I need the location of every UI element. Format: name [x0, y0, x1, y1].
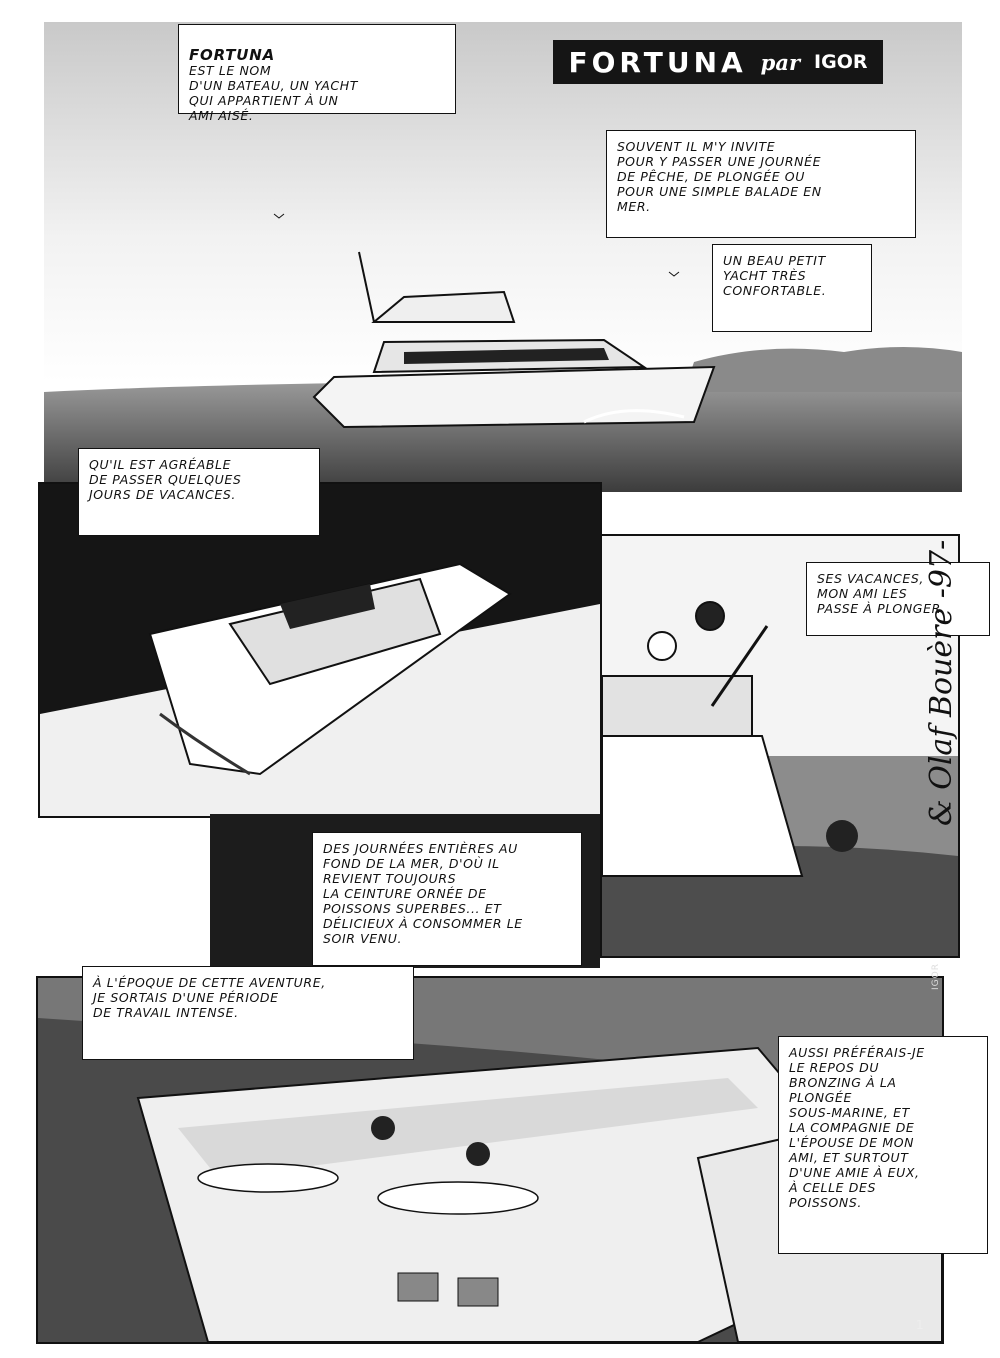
- caption-vacation-text: QU'IL EST AGRÉABLE DE PASSER QUELQUES JOURS DE VACANCES.: [89, 457, 242, 502]
- caption-preferred-text: AUSSI PRÉFÉRAIS-JE LE REPOS DU BRONZING À LA PLONGÉE SOUS-MARINE, ET LA COMPAGNIE DE L'ÉPOUSE DE MON AMI, ET SURTOUT D'UNE AMIE À EUX, À CELLE DES POISSONS.: [789, 1045, 925, 1210]
- caption-invite: [606, 130, 916, 238]
- caption-period-text: À L'ÉPOQUE DE CETTE AVENTURE, JE SORTAIS D'UNE PÉRIODE DE TRAVAIL INTENSE.: [93, 975, 326, 1020]
- comic-title: FORTUNA: [568, 45, 747, 79]
- caption-intro: [178, 24, 456, 123]
- caption-preferred: [778, 1036, 988, 1254]
- comic-title-banner: [553, 40, 883, 84]
- caption-intro-text: EST LE NOM D'UN BATEAU, UN YACHT QUI APPARTIENT À UN AMI AISÉ.: [189, 63, 358, 123]
- caption-fishing: [312, 832, 582, 966]
- page-number: 1: [916, 1318, 924, 1332]
- caption-invite-text: SOUVENT IL M'Y INVITE POUR Y PASSER UNE JOURNÉE DE PÊCHE, DE PLONGÉE OU POUR UNE SIMPLE BALADE EN MER.: [617, 139, 822, 214]
- title-author: IGOR: [814, 51, 868, 73]
- artist-signature: & Olaf Bouère -97-: [924, 539, 959, 826]
- caption-period: [82, 966, 414, 1060]
- caption-fishing-text: DES JOURNÉES ENTIÈRES AU FOND DE LA MER, D'OÙ IL REVIENT TOUJOURS LA CEINTURE ORNÉE DE POISSONS SUPERBES... ET DÉLICIEUX À CONSOMMER LE SOIR VENU.: [323, 841, 523, 946]
- caption-diving: [806, 562, 990, 636]
- title-by: par: [760, 49, 801, 75]
- caption-diving-text: SES VACANCES, MON AMI LES PASSE À PLONGER.: [817, 571, 946, 616]
- caption-intro-boat-name: FORTUNA: [189, 46, 276, 64]
- caption-vacation: [78, 448, 320, 536]
- caption-comfortable-text: UN BEAU PETIT YACHT TRÈS CONFORTABLE.: [723, 253, 827, 298]
- side-credit: IGOR: [931, 963, 941, 990]
- caption-comfortable: [712, 244, 872, 332]
